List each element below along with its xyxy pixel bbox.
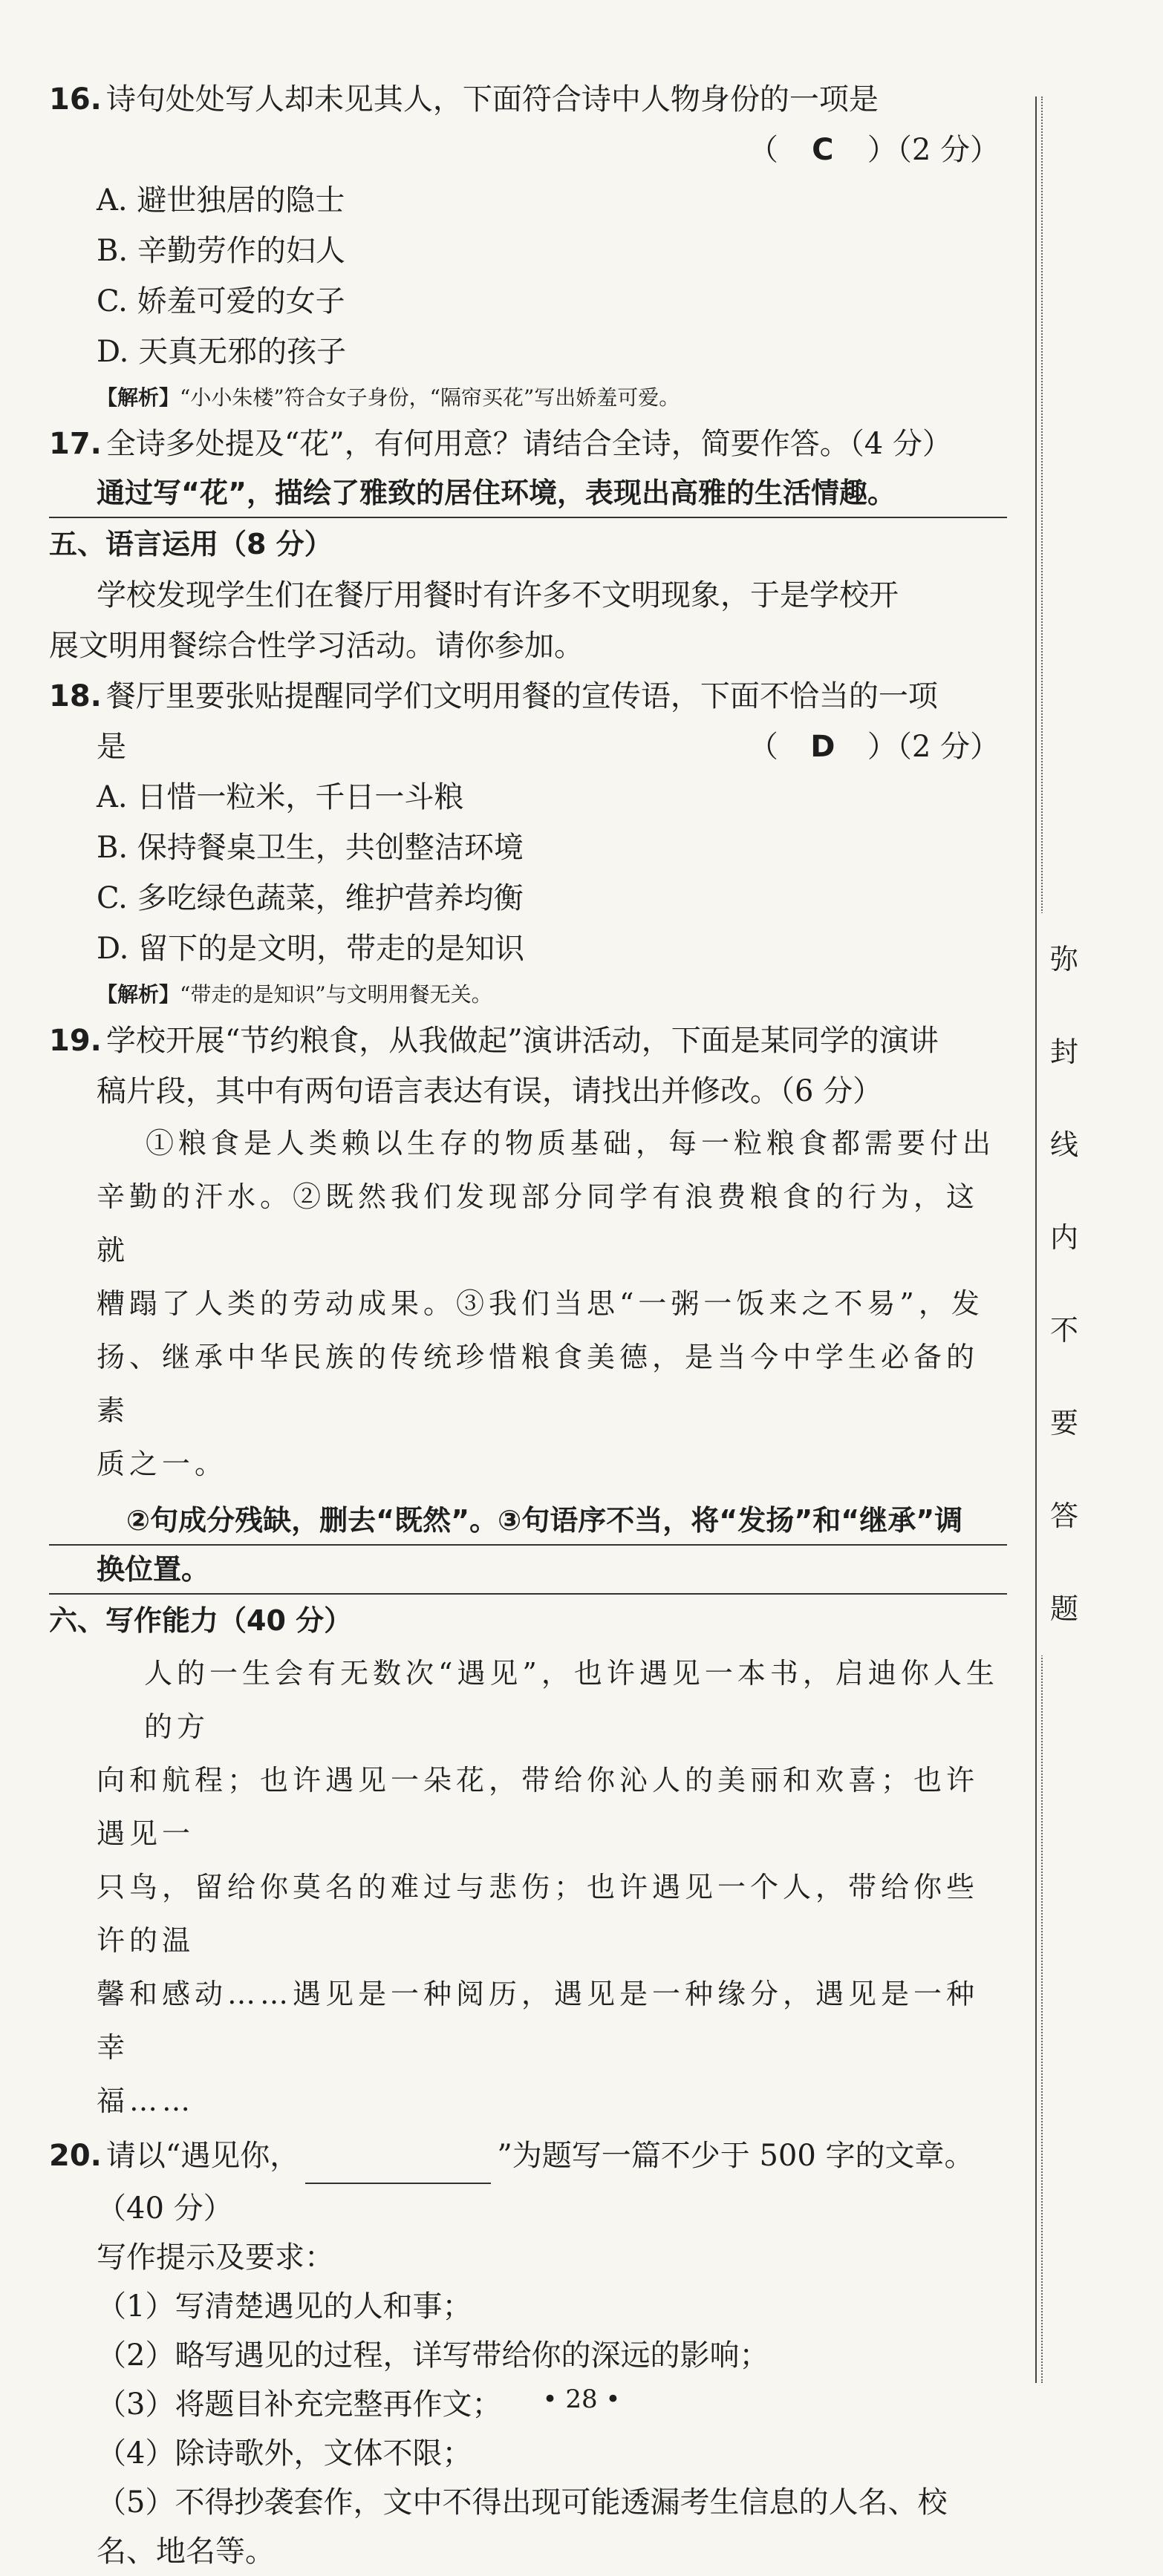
section-title-5: 五、语言运用（8 分） xyxy=(49,528,333,560)
margin-char: 线 xyxy=(1038,1099,1090,1191)
section-intro-line: 展文明用餐综合性学习活动。请你参加。 xyxy=(49,629,584,663)
paren-close: ） xyxy=(867,730,897,764)
analysis-18 xyxy=(49,974,1007,1016)
question-18 xyxy=(49,671,1007,722)
speech-passage-line: 辛勤的汗水。②既然我们发现部分同学有浪费粮食的行为，这就 xyxy=(97,1180,980,1266)
tip-item: （1）写清楚遇见的人和事； xyxy=(97,2289,472,2324)
question-19 xyxy=(49,1016,1007,1066)
section-title-6: 六、写作能力（40 分） xyxy=(49,1604,353,1637)
analysis-tag: 【解析】 xyxy=(97,982,180,1007)
paren-open: （ xyxy=(748,730,778,764)
score: （40 分） xyxy=(97,2191,233,2226)
question-20 xyxy=(49,2128,1007,2184)
margin-char: 题 xyxy=(1038,1563,1090,1655)
answer-letter: D xyxy=(810,730,835,764)
analysis-text: “带走的是知识”与文明用餐无关。 xyxy=(180,982,492,1007)
margin-char: 答 xyxy=(1038,1470,1090,1563)
answer-row-16 xyxy=(49,125,1007,175)
question-18-line2 xyxy=(49,722,1007,772)
speech-passage-line: ①粮食是人类赖以生存的物质基础，每一粒粮食都需要付出 xyxy=(146,1127,996,1160)
margin-char: 要 xyxy=(1038,1377,1090,1470)
tip-item: （3）将题目补充完整再作文； xyxy=(97,2387,502,2422)
question-number: 18. xyxy=(49,679,102,713)
speech-passage-line: 扬、继承中华民族的传统珍惜粮食美德，是当今中学生必备的素 xyxy=(97,1341,980,1427)
writing-prompt-line: 人的一生会有无数次“遇见”，也许遇见一本书，启迪你人生的方 xyxy=(144,1657,999,1743)
option-b: B. 保持餐桌卫生，共创整洁环境 xyxy=(97,831,524,865)
writing-prompt-line: 只鸟，留给你莫名的难过与悲伤；也许遇见一个人，带给你些许的温 xyxy=(97,1871,980,1957)
analysis-tag: 【解析】 xyxy=(97,385,180,410)
score: （2 分） xyxy=(896,133,1000,167)
handwritten-answer-17: 通过写“花”，描绘了雅致的居住环境，表现出高雅的生活情趣。 xyxy=(49,469,1007,518)
section-intro-line: 学校发现学生们在餐厅用餐时有许多不文明现象，于是学校开 xyxy=(97,578,899,612)
option-d: D. 留下的是文明，带走的是知识 xyxy=(97,932,525,966)
writing-prompt-line: 馨和感动……遇见是一种阅历，遇见是一种缘分，遇见是一种幸 xyxy=(97,1978,980,2064)
tips-title: 写作提示及要求： xyxy=(97,2240,334,2275)
page-number: • 28 • xyxy=(542,2384,621,2414)
handwritten-answer-19: 换位置。 xyxy=(49,1546,1007,1595)
title-blank xyxy=(305,2150,491,2184)
score: （2 分） xyxy=(896,730,1000,764)
analysis-text: “小小朱楼”符合女子身份，“隔帘买花”写出娇羞可爱。 xyxy=(180,385,680,410)
paren-close: ） xyxy=(867,133,897,167)
tip-item: （4）除诗歌外，文体不限； xyxy=(97,2436,472,2471)
question-stem: 稿片段，其中有两句语言表达有误，请找出并修改。（6 分） xyxy=(97,1074,883,1108)
margin-char: 不 xyxy=(1038,1284,1090,1377)
option-d: D. 天真无邪的孩子 xyxy=(97,335,347,369)
answer-letter: C xyxy=(812,133,834,167)
tip-item: 名、地名等。 xyxy=(97,2534,275,2569)
question-number: 20. xyxy=(49,2139,102,2173)
writing-prompt-line: 向和航程；也许遇见一朵花，带给你沁人的美丽和欢喜；也许遇见一 xyxy=(97,1764,980,1850)
question-17 xyxy=(49,419,1007,469)
question-stem: 全诗多处提及“花”，有何用意？请结合全诗，简要作答。（4 分） xyxy=(105,427,952,461)
question-number: 19. xyxy=(49,1024,102,1058)
speech-passage-line: 糟蹋了人类的劳动成果。③我们当思“一粥一饭来之不易”，发 xyxy=(97,1287,984,1320)
option-a: A. 日惜一粒米，千日一斗粮 xyxy=(97,780,464,814)
question-number: 16. xyxy=(49,82,102,117)
question-stem: 是 xyxy=(97,730,126,764)
exam-content xyxy=(49,74,1007,2576)
tip-item: （5）不得抄袭套作，文中不得出现可能透漏考生信息的人名、校 xyxy=(97,2485,948,2520)
tip-item: （2）略写遇见的过程，详写带给你的深远的影响； xyxy=(97,2338,769,2373)
question-stem: 学校开展“节约粮食，从我做起”演讲活动，下面是某同学的演讲 xyxy=(105,1024,939,1058)
speech-passage-line: 质之一。 xyxy=(97,1448,228,1480)
binding-margin-text xyxy=(1038,913,1090,1655)
option-b: B. 辛勤劳作的妇人 xyxy=(97,234,345,268)
answer-row-18 xyxy=(749,722,1000,772)
writing-prompt-line: 福…… xyxy=(97,2085,195,2117)
margin-char: 弥 xyxy=(1038,913,1090,1006)
analysis-16 xyxy=(49,377,1007,419)
question-stem: 诗句处处写人却未见其人，下面符合诗中人物身份的一项是 xyxy=(105,82,879,117)
question-16 xyxy=(49,74,1007,125)
option-c: C. 多吃绿色蔬菜，维护营养均衡 xyxy=(97,881,524,915)
margin-char: 内 xyxy=(1038,1191,1090,1284)
option-c: C. 娇羞可爱的女子 xyxy=(97,284,345,318)
question-stem: 餐厅里要张贴提醒同学们文明用餐的宣传语，下面不恰当的一项 xyxy=(105,679,938,713)
handwritten-answer-19: ②句成分残缺，删去“既然”。③句语序不当，将“发扬”和“继承”调 xyxy=(49,1497,1007,1546)
question-number: 17. xyxy=(49,427,102,461)
question-stem: 请以“遇见你， xyxy=(105,2139,300,2173)
margin-char: 封 xyxy=(1038,1006,1090,1099)
binding-line xyxy=(1035,97,1037,2383)
question-stem: ”为题写一篇不少于 500 字的文章。 xyxy=(497,2139,974,2173)
option-a: A. 避世独居的隐士 xyxy=(97,183,345,218)
paren-open: （ xyxy=(748,133,778,167)
